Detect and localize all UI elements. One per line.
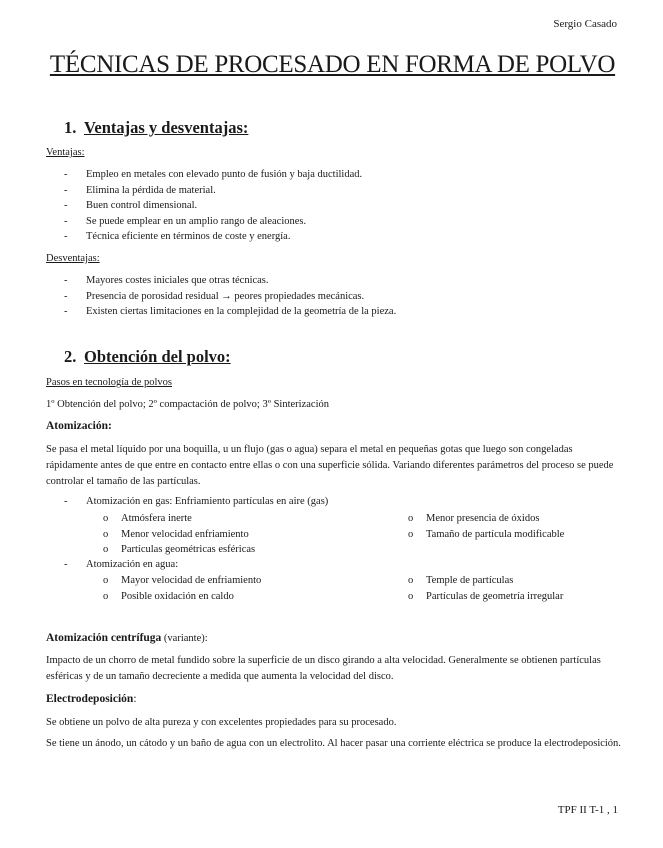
- page-title: TÉCNICAS DE PROCESADO EN FORMA DE POLVO: [49, 51, 616, 78]
- bullet-marker: o: [408, 575, 414, 586]
- electro-heading: Electrodeposición: [46, 693, 134, 705]
- section-2-number: 2.: [64, 347, 77, 366]
- dash-marker: -: [64, 291, 68, 302]
- electro-paragraph-1: Se obtiene un polvo de alta pureza y con excelentes propiedades para su procesado.: [46, 717, 397, 728]
- dash-marker: -: [64, 200, 68, 211]
- atomizacion-paragraph: Se pasa el metal líquido por una boquilla, u un flujo (gas o agua) separa el metal en pequeñas gotas que luego son congeladas rápidamente antes de que entre en contacto entre ellas o con una superficie sólida. Variando diferentes parámetros del proceso se puede controlar el tamaño de las partículas.: [46, 444, 614, 487]
- gas-bullet-text: Atmósfera inerte: [121, 513, 192, 524]
- ventajas-item-text: Empleo en metales con elevado punto de fusión y baja ductilidad.: [86, 169, 363, 180]
- page-number: TPF II T-1 , 1: [557, 804, 618, 816]
- ventajas-item-text: Buen control dimensional.: [86, 200, 198, 211]
- water-bullet-text: Posible oxidación en caldo: [121, 591, 234, 602]
- centrifuga-note: (variante):: [161, 633, 208, 644]
- section-2-title: Obtención del polvo:: [84, 347, 231, 366]
- gas-bullet: [103, 512, 192, 525]
- bullet-marker: o: [103, 591, 109, 602]
- dash-marker: -: [64, 275, 68, 286]
- centrifuga-paragraph: Impacto de un chorro de metal fundido sobre la superficie de un disco girando a alta velocidad. Generalmente se obtienen partículas esféricas y de un tamaño decreciente a medida que aumenta la velocidad del disco.: [46, 655, 601, 682]
- dash-marker: -: [64, 306, 68, 317]
- gas-atomization-label: Atomización en gas: Enfriamiento partículas en aire (gas): [86, 496, 329, 507]
- bullet-marker: o: [103, 575, 109, 586]
- bullet-marker: o: [103, 529, 109, 540]
- water-bullet: [408, 590, 563, 603]
- water-bullet-text: Mayor velocidad de enfriamiento: [121, 575, 262, 586]
- gas-bullet-text: Menor velocidad enfriamiento: [121, 529, 249, 540]
- section-1-title: Ventajas y desventajas:: [84, 118, 249, 137]
- desventajas-item-text: Mayores costes iniciales que otras técnicas.: [86, 275, 269, 286]
- section-1-heading: [64, 118, 248, 138]
- ventajas-item-text: Elimina la pérdida de material.: [86, 185, 216, 196]
- centrifuga-heading-line: [46, 632, 208, 644]
- water-bullet: [408, 574, 513, 587]
- water-bullet: [103, 574, 261, 587]
- bullet-marker: o: [408, 513, 414, 524]
- bullet-marker: o: [103, 544, 109, 555]
- electro-colon: :: [133, 693, 137, 705]
- water-atomization-label: Atomización en agua:: [86, 559, 179, 570]
- pasos-text: 1º Obtención del polvo; 2º compactación de polvo; 3º Sinterización: [46, 399, 329, 410]
- gas-bullet-text: Tamaño de partícula modificable: [426, 529, 565, 540]
- atomizacion-heading: Atomización:: [46, 420, 112, 432]
- electro-paragraph-2: Se tiene un ánodo, un cátodo y un baño de agua con un electrolito. Al hacer pasar una corriente eléctrica se produce la electrodeposición.: [46, 738, 621, 749]
- desventajas-item-text: Presencia de porosidad residual → peores propiedades mecánicas.: [86, 291, 365, 302]
- gas-bullet-text: Menor presencia de óxidos: [426, 513, 540, 524]
- section-1-number: 1.: [64, 118, 77, 137]
- bullet-marker: o: [408, 591, 414, 602]
- ventajas-item-text: Técnica eficiente en términos de coste y energía.: [86, 231, 291, 242]
- dash-marker: -: [64, 496, 68, 507]
- bullet-marker: o: [103, 513, 109, 524]
- author-name: Sergio Casado: [553, 18, 617, 30]
- water-bullet-text: Partículas de geometría irregular: [426, 591, 564, 602]
- ventajas-label: Ventajas:: [46, 147, 85, 158]
- dash-marker: -: [64, 216, 68, 227]
- desventajas-label: Desventajas:: [46, 253, 100, 264]
- gas-bullet: [408, 528, 564, 541]
- dash-marker: -: [64, 231, 68, 242]
- water-bullet: [103, 590, 234, 603]
- gas-bullet: [103, 543, 255, 556]
- section-2-heading: [64, 347, 231, 367]
- centrifuga-heading: Atomización centrífuga: [46, 632, 162, 644]
- dash-marker: -: [64, 185, 68, 196]
- electro-heading-line: [46, 693, 137, 705]
- desventajas-item-text: Existen ciertas limitaciones en la complejidad de la geometría de la pieza.: [86, 306, 397, 317]
- bullet-marker: o: [408, 529, 414, 540]
- gas-bullet: [408, 512, 539, 525]
- dash-marker: -: [64, 559, 68, 570]
- dash-marker: -: [64, 169, 68, 180]
- gas-bullet-text: Partículas geométricas esféricas: [121, 544, 256, 555]
- gas-bullet: [103, 528, 249, 541]
- ventajas-item-text: Se puede emplear en un amplio rango de aleaciones.: [86, 216, 307, 227]
- water-bullet-text: Temple de partículas: [426, 575, 514, 586]
- pasos-label: Pasos en tecnología de polvos: [46, 377, 172, 388]
